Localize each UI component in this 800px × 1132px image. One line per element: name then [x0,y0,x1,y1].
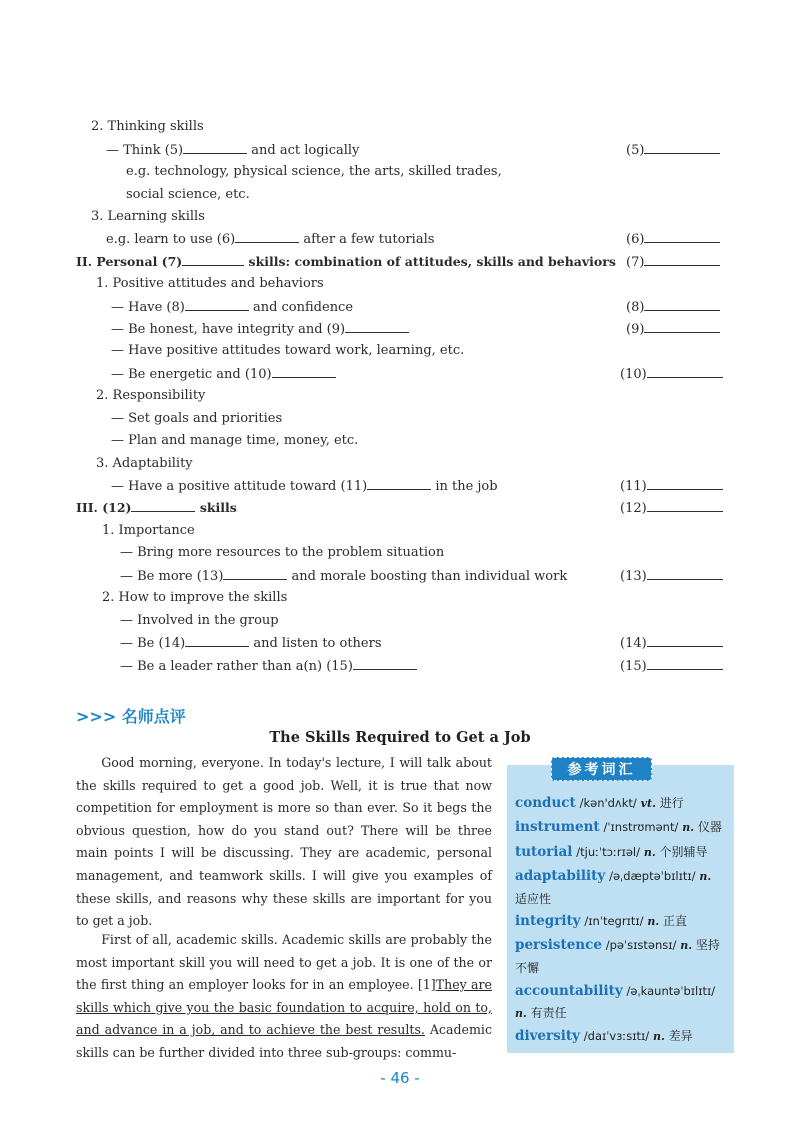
outline-plan: — Plan and manage time, money, etc. [111,433,359,448]
blank-5[interactable] [183,141,247,154]
answer-slot-6[interactable]: (6) [626,230,720,249]
vocab-entry: integrity /ɪnˈtegrɪtɪ/ n. 正直 [515,913,687,929]
page-number: - 46 - [380,1069,420,1087]
blank-11[interactable] [367,477,431,490]
outline-involved: — Involved in the group [120,613,279,628]
article-paragraph-1: Good morning, everyone. In today's lecture, I will talk about the skills required to get a good job. Well, it is true that now competition for employment is more so than ever. So it begs the obvious question, how do you stand out? There will be three main points I will be discussing. They are academic, personal management, and teamwork skills. I will give you examples of these skills, and reasons why these skills are important for you to get a job. [76,755,492,929]
outline-more: — Be more (13) and morale boosting than individual work [120,569,568,584]
outline-teamwork: III. (12) skills [76,500,237,515]
vocab-entry: tutorial /tjuːˈtɔːrɪəl/ n. 个别辅导 [515,844,708,860]
outline-attitude: — Have a positive attitude toward (11) in the job [111,479,498,494]
vocabulary-heading: 参考词汇 [551,757,652,781]
vocab-entry: adaptability /əˌdæptəˈbɪlɪtɪ/ n. 适应性 [515,868,712,906]
blank-12[interactable] [131,499,195,512]
vocab-entry: conduct /kən'dʌkt/ vt. 进行 [515,795,684,811]
outline-have: — Have (8) and confidence [111,300,354,315]
blank-15[interactable] [353,657,417,670]
blank-7[interactable] [182,253,244,266]
outline-responsibility: 2. Responsibility [96,388,206,403]
outline-be-14: — Be (14) and listen to others [120,636,382,651]
outline-importance: 1. Importance [102,523,195,538]
answer-slot-14[interactable]: (14) [620,634,723,653]
blank-10[interactable] [272,365,336,378]
outline-learning-skills: 3. Learning skills [91,209,205,224]
answer-slot-11[interactable]: (11) [620,477,723,496]
outline-resources: — Bring more resources to the problem situation [120,545,445,560]
underlined-sentence-1: They are skills which give you the basic foundation to acquire, hold on to, and advance in a job, and to achieve the best results. [76,977,492,1038]
answer-slot-13[interactable]: (13) [620,567,723,586]
outline-improve: 2. How to improve the skills [102,590,288,605]
outline-leader: — Be a leader rather than a(n) (15) [120,657,417,676]
blank-13[interactable] [223,567,287,580]
outline-eg-1: e.g. technology, physical science, the arts, skilled trades, [126,164,502,179]
blank-9[interactable] [345,320,409,333]
answer-slot-10[interactable]: (10) [620,365,723,384]
vocab-entry: instrument /ˈɪnstrʊmənt/ n. 仪器 [515,819,722,835]
vocab-entry: diversity /daɪˈvɜːsɪtɪ/ n. 差异 [515,1028,693,1044]
outline-eg-2: social science, etc. [126,187,250,202]
vocab-entry: persistence /pəˈsɪstənsɪ/ n. 坚持不懈 [515,937,720,975]
outline-thinking-skills: 2. Thinking skills [91,119,204,134]
blank-8[interactable] [185,298,249,311]
answer-slot-12[interactable]: (12) [620,499,723,518]
outline-adaptability: 3. Adaptability [96,456,193,471]
outline-goals: — Set goals and priorities [111,411,283,426]
outline-learn: e.g. learn to use (6) after a few tutorials [106,232,435,247]
outline-attitudes: — Have positive attitudes toward work, learning, etc. [111,343,465,358]
answer-slot-5[interactable]: (5) [626,141,720,160]
answer-slot-15[interactable]: (15) [620,657,723,676]
section-heading: >>> 名师点评 [76,707,186,726]
vocab-entry: accountability /əˌkauntəˈbɪlɪtɪ/ n. 有责任 [515,983,716,1020]
answer-slot-8[interactable]: (8) [626,298,720,317]
outline-honest: — Be honest, have integrity and (9) [111,320,409,339]
outline-energetic: — Be energetic and (10) [111,365,336,384]
article-paragraph-2: First of all, academic skills. Academic skills are probably the most important skill you will need to get a job. It is one of the or the first thing an employer looks for in an employee. [1]They are skills which give you the basic foundation to acquire, hold on to, and advance in a job, and to achieve the best results. Academic skills can be further divided into three sub-groups: commu- [76,932,493,1060]
answer-slot-7[interactable]: (7) [626,253,720,272]
outline-personal: II. Personal (7) skills: combination of attitudes, skills and behaviors [76,254,616,269]
blank-6[interactable] [235,230,299,243]
article-title: The Skills Required to Get a Job [269,729,531,746]
answer-slot-9[interactable]: (9) [626,320,720,339]
outline-positive: 1. Positive attitudes and behaviors [96,276,324,291]
blank-14[interactable] [185,634,249,647]
outline-think: — Think (5) and act logically [106,143,360,158]
